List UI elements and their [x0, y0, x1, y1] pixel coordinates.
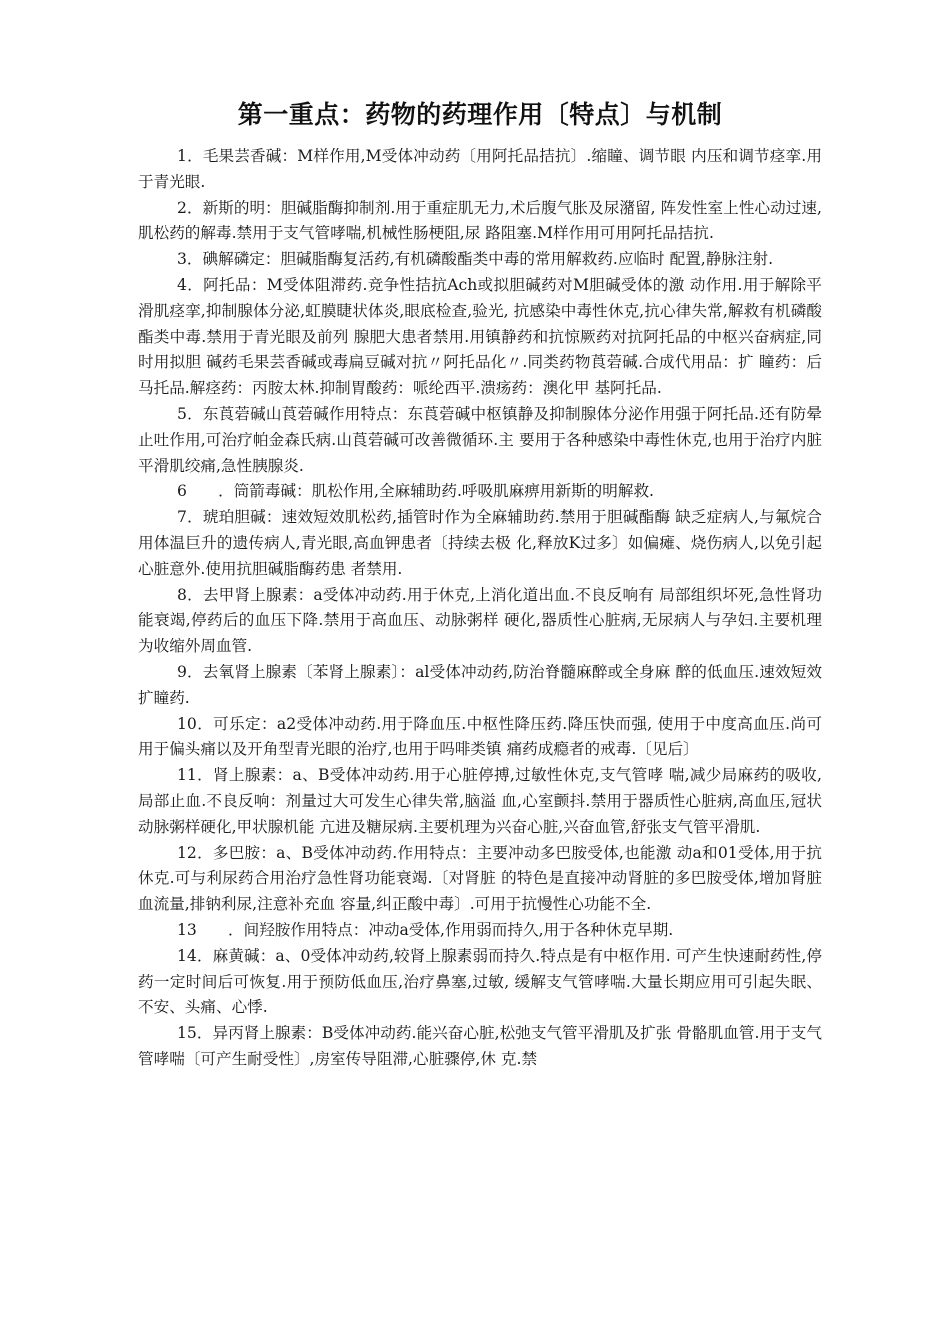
paragraph-5: 5．东莨菪碱山莨菪碱作用特点：东莨菪碱中枢镇静及抑制腺体分泌作用强于阿托品.还有防晕止吐作用,可治疗帕金森氏病.山莨菪碱可改善微循环.主 要用于各种感染中毒性休克,也用于治疗内脏平滑肌绞痛,急性胰腺炎. — [138, 404, 822, 475]
paragraph-4: 4．阿托品：M受体阻滞药.竞争性拮抗Ach或拟胆碱药对M胆碱受体的激 动作用.用于解除平滑肌痉挛,抑制腺体分泌,虹膜睫状体炎,眼底检查,验光, 抗感染中毒性休克,抗心律失常,解救有机磷酸酯类中毒.禁用于青光眼及前列 腺肥大患者禁用.用镇静药和抗惊厥药对抗阿托品的中枢兴奋病症,同时用拟胆 碱药毛果芸香碱或毒扁豆碱对抗〃阿托品化〃.同类药物莨菪碱.合成代用品：扩 瞳药：后马托品.解痉药：丙胺太林.抑制胃酸药：哌纶西平.溃疡药：澳化甲 基阿托品. — [138, 275, 822, 398]
paragraph-11: 11．肾上腺素：a、B受体冲动药.用于心脏停搏,过敏性休克,支气管哮 喘,减少局麻药的吸收,局部止血.不良反响：剂量过大可发生心律失常,脑溢 血,心室颤抖.禁用于器质性心脏病,高血压,冠状动脉粥样硬化,甲状腺机能 亢进及糖尿病.主要机理为兴奋心脏,兴奋血管,舒张支气管平滑肌. — [138, 766, 822, 836]
paragraph-7: 7．琥珀胆碱：速效短效肌松药,插管时作为全麻辅助药.禁用于胆碱酯酶 缺乏症病人,与氟烷合用体温巨升的遗传病人,青光眼,高血钾患者〔持续去极 化,释放K过多〕如偏瘫、烧伤病人,以免引起心脏意外.使用抗胆碱脂酶药患 者禁用. — [138, 508, 822, 578]
document-title: 第一重点：药物的药理作用〔特点〕与机制 — [237, 100, 723, 129]
paragraph-14: 14．麻黄碱：a、0受体冲动药,较肾上腺素弱而持久.特点是有中枢作用. 可产生快速耐药性,停药一定时间后可恢复.用于预防低血压,治疗鼻塞,过敏, 缓解支气管哮喘.大量长期应用可引起失眠、不安、头痛、心悸. — [138, 946, 822, 1017]
document-page — [138, 96, 822, 1073]
document-body — [138, 144, 822, 1073]
paragraph-8: 8．去甲肾上腺素：a受体冲动药.用于休克,上消化道出血.不良反响有 局部组织坏死,急性肾功能衰竭,停药后的血压下降.禁用于高血压、动脉粥样 硬化,器质性心脏病,无尿病人与孕妇.主要机理为收缩外周血管. — [138, 585, 822, 656]
paragraph-1: 1．毛果芸香碱：M样作用,M受体冲动药〔用阿托品拮抗〕.缩瞳、调节眼 内压和调节痉挛.用于青光眼. — [138, 147, 822, 191]
paragraph-3: 3．碘解磷定：胆碱脂酶复活药,有机磷酸酯类中毒的常用解救药.应临时 配置,静脉注射. — [177, 250, 774, 269]
paragraph-10: 10．可乐定：a2受体冲动药.用于降血压.中枢性降压药.降压快而强, 使用于中度高血压.尚可用于偏头痛以及开角型青光眼的治疗,也用于吗啡类镇 痛药成瘾者的戒毒.〔见后〕 — [138, 714, 822, 759]
paragraph-15: 15．异丙肾上腺素：B受体冲动药.能兴奋心脏,松弛支气管平滑肌及扩张 骨骼肌血管.用于支气管哮喘〔可产生耐受性〕,房室传导阻滞,心脏骤停,休 克.禁 — [138, 1024, 822, 1068]
paragraph-2: 2．新斯的明：胆碱脂酶抑制剂.用于重症肌无力,术后腹气胀及尿潴留, 阵发性室上性心动过速,肌松药的解毒.禁用于支气管哮喘,机械性肠梗阻,尿 路阻塞.M样作用可用阿托品拮抗. — [138, 198, 822, 243]
paragraph-9: 9．去氧肾上腺素〔苯肾上腺素〕：al受体冲动药,防治脊髓麻醉或全身麻 醉的低血压.速效短效扩瞳药. — [138, 662, 822, 707]
paragraph-6: 6 ．筒箭毒碱：肌松作用,全麻辅助药.呼吸肌麻痹用新斯的明解救. — [177, 482, 655, 501]
paragraph-12: 12．多巴胺：a、B受体冲动药.作用特点：主要冲动多巴胺受体,也能激 动a和01受体,用于抗休克.可与利尿药合用治疗急性肾功能衰竭.〔对肾脏 的特色是直接冲动肾脏的多巴胺受体,增加肾脏血流量,排钠利尿,注意补充血 容量,纠正酸中毒〕.可用于抗慢性心功能不全. — [138, 843, 822, 914]
paragraph-13: 13 ．间羟胺作用特点：冲动a受体,作用弱而持久,用于各种休克早期. — [177, 920, 674, 939]
